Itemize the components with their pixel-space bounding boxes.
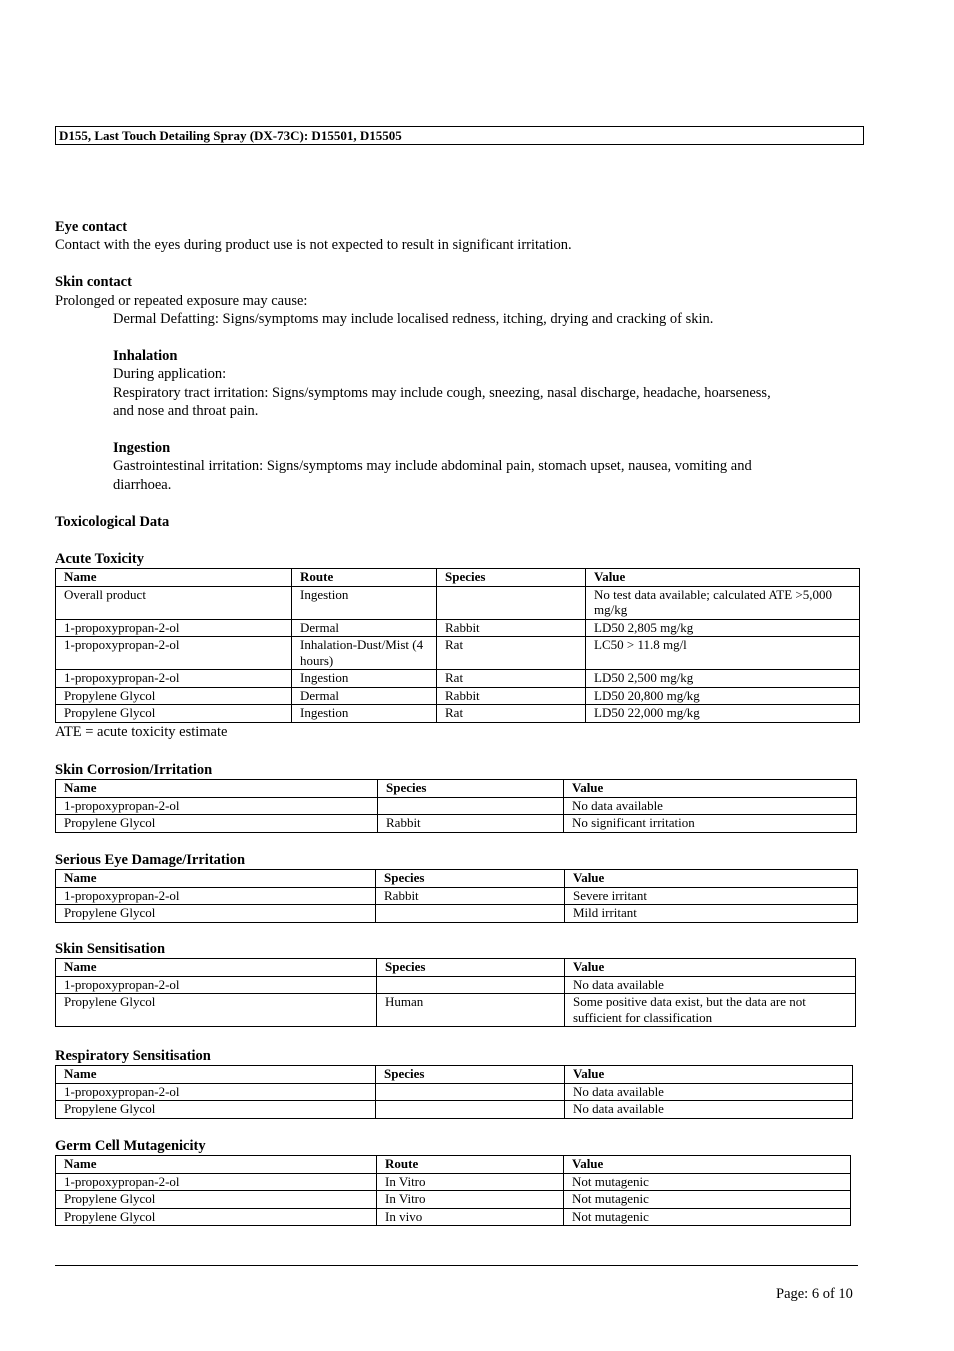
cell-name: 1-propoxypropan-2-ol bbox=[56, 619, 292, 637]
cell-value: Mild irritant bbox=[565, 905, 858, 923]
column-header-name: Name bbox=[56, 870, 376, 888]
ingestion-heading: Ingestion bbox=[113, 440, 171, 456]
column-header-value: Value bbox=[565, 870, 858, 888]
column-header-value: Value bbox=[586, 569, 860, 587]
cell-route: Dermal bbox=[292, 619, 437, 637]
cell-value: Some positive data exist, but the data are not sufficient for classification bbox=[565, 994, 856, 1027]
toxicological-data-heading: Toxicological Data bbox=[55, 514, 170, 530]
inhalation-line-2: and nose and throat pain. bbox=[113, 403, 259, 419]
skin-contact-heading: Skin contact bbox=[55, 274, 132, 290]
skin-contact-intro: Prolonged or repeated exposure may cause: bbox=[55, 293, 308, 309]
cell-value: LD50 20,800 mg/kg bbox=[586, 687, 860, 705]
eye-contact-heading: Eye contact bbox=[55, 219, 128, 235]
column-header-name: Name bbox=[56, 780, 378, 798]
column-header-species: Species bbox=[437, 569, 586, 587]
cell-route: In vivo bbox=[377, 1208, 564, 1226]
cell-species bbox=[377, 976, 565, 994]
cell-name: 1-propoxypropan-2-ol bbox=[56, 1173, 377, 1191]
column-header-value: Value bbox=[564, 1156, 851, 1174]
table-header-row bbox=[56, 1156, 851, 1174]
acute-toxicity-table bbox=[55, 568, 860, 723]
table-row bbox=[56, 586, 860, 619]
germ-cell-table bbox=[55, 1155, 851, 1226]
cell-name: 1-propoxypropan-2-ol bbox=[56, 976, 377, 994]
cell-species: Rabbit bbox=[437, 687, 586, 705]
inhalation-intro: During application: bbox=[113, 366, 227, 382]
table-row bbox=[56, 1173, 851, 1191]
cell-value: No data available bbox=[565, 976, 856, 994]
cell-name: 1-propoxypropan-2-ol bbox=[56, 637, 292, 670]
column-header-name: Name bbox=[56, 1066, 376, 1084]
cell-species: Rabbit bbox=[378, 815, 564, 833]
column-header-value: Value bbox=[565, 1066, 853, 1084]
column-header-name: Name bbox=[56, 1156, 377, 1174]
table-row bbox=[56, 815, 857, 833]
cell-name: 1-propoxypropan-2-ol bbox=[56, 887, 376, 905]
column-header-name: Name bbox=[56, 959, 377, 977]
cell-value: LD50 2,805 mg/kg bbox=[586, 619, 860, 637]
table-row bbox=[56, 687, 860, 705]
table-row bbox=[56, 705, 860, 723]
cell-value: Not mutagenic bbox=[564, 1173, 851, 1191]
table-row bbox=[56, 619, 860, 637]
table-row bbox=[56, 887, 858, 905]
cell-name: Propylene Glycol bbox=[56, 1208, 377, 1226]
column-header-name: Name bbox=[56, 569, 292, 587]
skin-contact-detail: Dermal Defatting: Signs/symptoms may include localised redness, itching, drying and cracking of skin. bbox=[113, 311, 714, 327]
ate-note: ATE = acute toxicity estimate bbox=[55, 724, 228, 740]
cell-species bbox=[376, 905, 565, 923]
cell-name: Propylene Glycol bbox=[56, 687, 292, 705]
table-row bbox=[56, 994, 856, 1027]
cell-name: 1-propoxypropan-2-ol bbox=[56, 670, 292, 688]
cell-species: Human bbox=[377, 994, 565, 1027]
table-header-row bbox=[56, 780, 857, 798]
cell-route: Ingestion bbox=[292, 705, 437, 723]
cell-value: Not mutagenic bbox=[564, 1208, 851, 1226]
footer-divider bbox=[55, 1265, 858, 1266]
table-row bbox=[56, 797, 857, 815]
cell-species: Rat bbox=[437, 670, 586, 688]
cell-value: No data available bbox=[564, 797, 857, 815]
cell-route: In Vitro bbox=[377, 1173, 564, 1191]
column-header-route: Route bbox=[292, 569, 437, 587]
cell-name: Propylene Glycol bbox=[56, 815, 378, 833]
cell-species: Rat bbox=[437, 705, 586, 723]
ingestion-line-1: Gastrointestinal irritation: Signs/symptoms may include abdominal pain, stomach upset, nausea, vomiting and bbox=[113, 458, 752, 474]
cell-route: Inhalation-Dust/Mist (4 hours) bbox=[292, 637, 437, 670]
cell-name: 1-propoxypropan-2-ol bbox=[56, 1083, 376, 1101]
cell-route: Ingestion bbox=[292, 670, 437, 688]
table-row bbox=[56, 637, 860, 670]
page-number: Page: 6 of 10 bbox=[776, 1286, 853, 1302]
respiratory-sensitisation-table bbox=[55, 1065, 853, 1119]
cell-species bbox=[376, 1101, 565, 1119]
cell-value: No test data available; calculated ATE >5,000 mg/kg bbox=[586, 586, 860, 619]
skin-corrosion-heading: Skin Corrosion/Irritation bbox=[55, 762, 213, 778]
column-header-species: Species bbox=[377, 959, 565, 977]
column-header-route: Route bbox=[377, 1156, 564, 1174]
respiratory-sensitisation-heading: Respiratory Sensitisation bbox=[55, 1048, 211, 1064]
table-row bbox=[56, 1101, 853, 1119]
cell-species: Rabbit bbox=[437, 619, 586, 637]
cell-species bbox=[376, 1083, 565, 1101]
document-header: D155, Last Touch Detailing Spray (DX-73C): D15501, D15505 bbox=[55, 126, 864, 145]
cell-value: LD50 22,000 mg/kg bbox=[586, 705, 860, 723]
table-row bbox=[56, 1191, 851, 1209]
cell-value: LC50 > 11.8 mg/l bbox=[586, 637, 860, 670]
skin-corrosion-table bbox=[55, 779, 857, 833]
cell-route: Dermal bbox=[292, 687, 437, 705]
acute-toxicity-heading: Acute Toxicity bbox=[55, 551, 145, 567]
cell-value: No data available bbox=[565, 1083, 853, 1101]
eye-contact-text: Contact with the eyes during product use is not expected to result in significant irritation. bbox=[55, 237, 572, 253]
cell-name: Propylene Glycol bbox=[56, 1101, 376, 1119]
inhalation-heading: Inhalation bbox=[113, 348, 178, 364]
cell-name: 1-propoxypropan-2-ol bbox=[56, 797, 378, 815]
table-row bbox=[56, 670, 860, 688]
cell-species bbox=[437, 586, 586, 619]
table-row bbox=[56, 905, 858, 923]
table-header-row bbox=[56, 569, 860, 587]
cell-value: Not mutagenic bbox=[564, 1191, 851, 1209]
cell-name: Propylene Glycol bbox=[56, 1191, 377, 1209]
cell-name: Overall product bbox=[56, 586, 292, 619]
table-row bbox=[56, 1208, 851, 1226]
table-header-row bbox=[56, 1066, 853, 1084]
column-header-species: Species bbox=[376, 870, 565, 888]
germ-cell-heading: Germ Cell Mutagenicity bbox=[55, 1138, 206, 1154]
table-header-row bbox=[56, 870, 858, 888]
cell-name: Propylene Glycol bbox=[56, 705, 292, 723]
cell-value: Severe irritant bbox=[565, 887, 858, 905]
cell-route: Ingestion bbox=[292, 586, 437, 619]
cell-value: No data available bbox=[565, 1101, 853, 1119]
cell-species bbox=[378, 797, 564, 815]
column-header-value: Value bbox=[565, 959, 856, 977]
eye-damage-heading: Serious Eye Damage/Irritation bbox=[55, 852, 246, 868]
cell-name: Propylene Glycol bbox=[56, 905, 376, 923]
column-header-species: Species bbox=[378, 780, 564, 798]
cell-name: Propylene Glycol bbox=[56, 994, 377, 1027]
cell-species: Rat bbox=[437, 637, 586, 670]
table-header-row bbox=[56, 959, 856, 977]
cell-species: Rabbit bbox=[376, 887, 565, 905]
cell-value: No significant irritation bbox=[564, 815, 857, 833]
table-row bbox=[56, 976, 856, 994]
column-header-value: Value bbox=[564, 780, 857, 798]
eye-damage-table bbox=[55, 869, 858, 923]
skin-sensitisation-table bbox=[55, 958, 856, 1027]
inhalation-line-1: Respiratory tract irritation: Signs/symptoms may include cough, sneezing, nasal discharge, headache, hoarseness, bbox=[113, 385, 771, 401]
cell-route: In Vitro bbox=[377, 1191, 564, 1209]
column-header-species: Species bbox=[376, 1066, 565, 1084]
table-row bbox=[56, 1083, 853, 1101]
skin-sensitisation-heading: Skin Sensitisation bbox=[55, 941, 166, 957]
cell-value: LD50 2,500 mg/kg bbox=[586, 670, 860, 688]
ingestion-line-2: diarrhoea. bbox=[113, 477, 172, 493]
